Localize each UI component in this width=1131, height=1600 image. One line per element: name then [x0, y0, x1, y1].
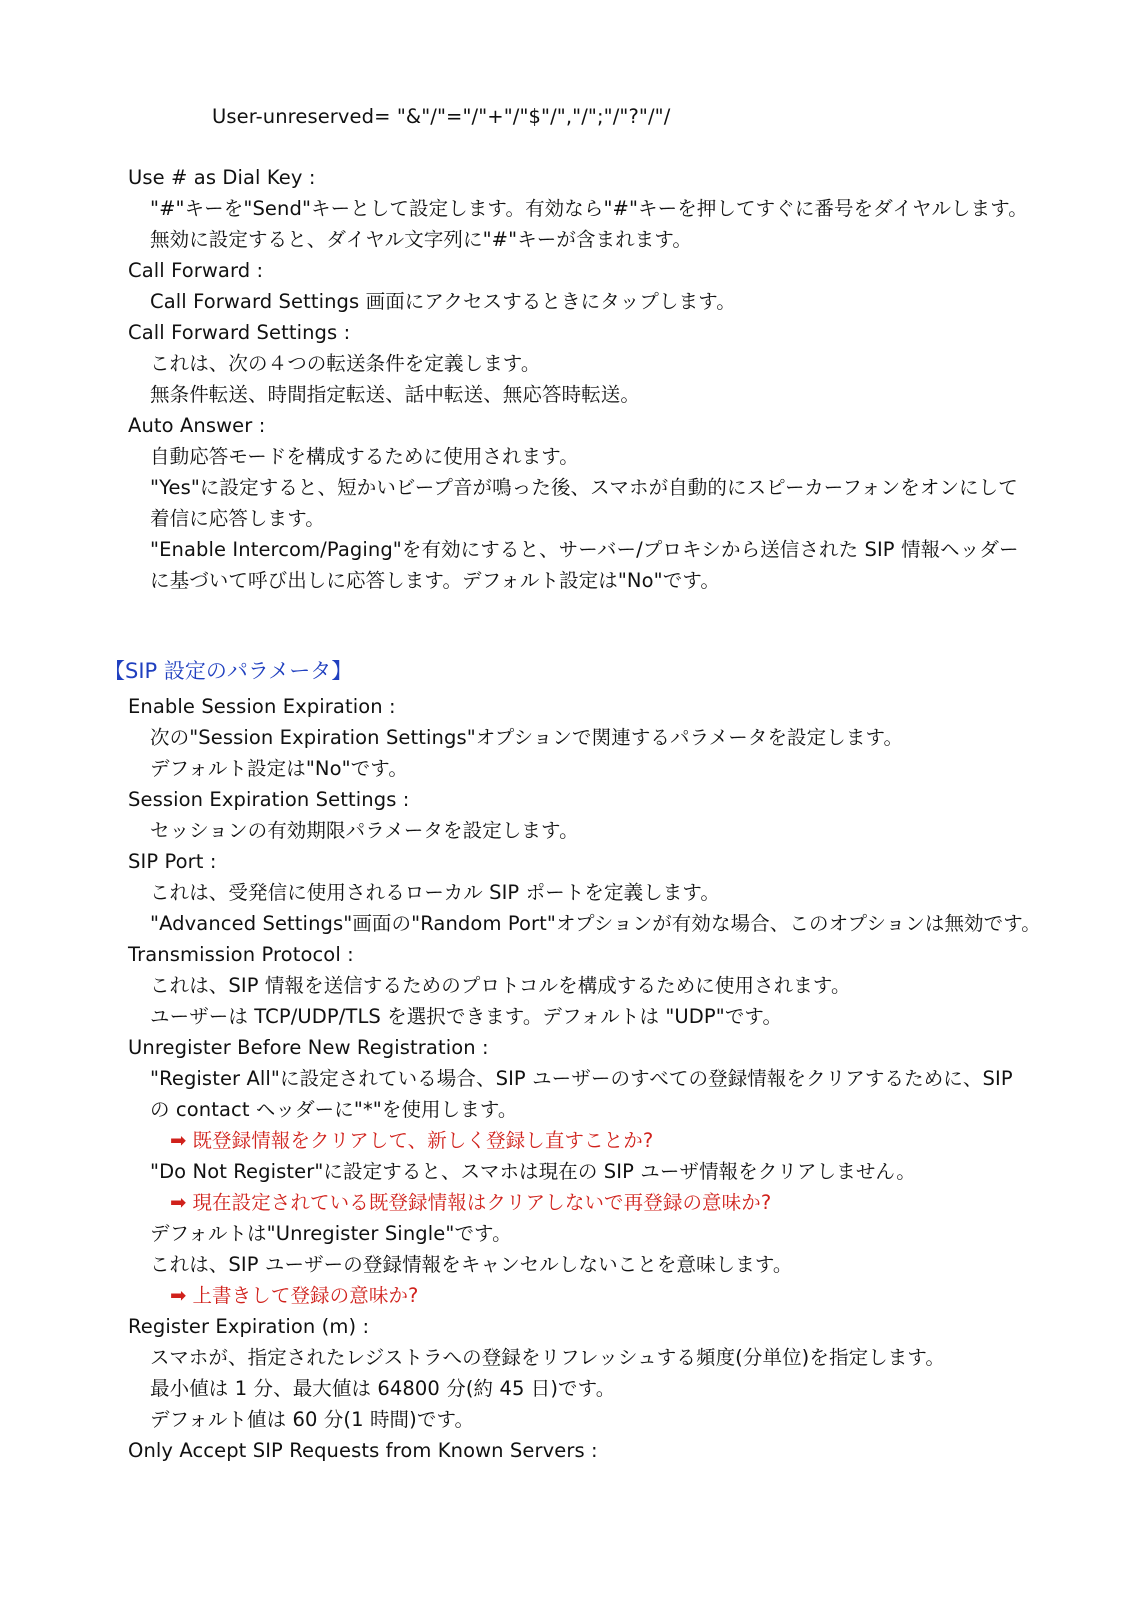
section-title-sip-settings: 【SIP 設定のパラメータ】 [104, 659, 353, 683]
annotation-note-text: 上書きして登録の意味か? [192, 1284, 419, 1307]
desc-line: に基づいて呼び出しに応答します。デフォルト設定は"No"です。 [150, 569, 720, 592]
desc-line: ユーザーは TCP/UDP/TLS を選択できます。デフォルトは "UDP"です。 [150, 1005, 783, 1028]
desc-line: 無条件転送、時間指定転送、話中転送、無応答時転送。 [150, 383, 641, 406]
term-session-expiration-settings: Session Expiration Settings : [128, 788, 410, 811]
desc-line: セッションの有効期限パラメータを設定します。 [150, 819, 579, 842]
annotation-note [170, 1283, 419, 1309]
term-auto-answer: Auto Answer : [128, 414, 266, 437]
term-transmission-protocol: Transmission Protocol : [128, 943, 354, 966]
desc-line: 着信に応答します。 [150, 507, 325, 530]
user-unreserved-line: User-unreserved= "&"/"="/"+"/"$"/","/";"/"?"/"/ [212, 105, 671, 128]
desc-line: "Yes"に設定すると、短かいビープ音が鳴った後、スマホが自動的にスピーカーフォンをオンにして [150, 476, 1018, 499]
term-register-expiration: Register Expiration (m) : [128, 1315, 370, 1338]
term-sip-port: SIP Port : [128, 850, 217, 873]
desc-line: "Advanced Settings"画面の"Random Port"オプションが有効な場合、このオプションは無効です。 [150, 912, 1041, 935]
term-use-hash-dial-key: Use # as Dial Key : [128, 166, 316, 189]
desc-line: 最小値は 1 分、最大値は 64800 分(約 45 日)です。 [150, 1377, 616, 1400]
desc-line: Call Forward Settings 画面にアクセスするときにタップします。 [150, 290, 736, 313]
desc-line: これは、受発信に使用されるローカル SIP ポートを定義します。 [150, 881, 721, 904]
right-arrow-icon: ➡ [170, 1129, 187, 1152]
desc-line: の contact ヘッダーに"*"を使用します。 [150, 1098, 518, 1121]
term-enable-session-expiration: Enable Session Expiration : [128, 695, 396, 718]
desc-line: デフォルト値は 60 分(1 時間)です。 [150, 1408, 475, 1431]
right-arrow-icon: ➡ [170, 1191, 187, 1214]
desc-line: デフォルト設定は"No"です。 [150, 757, 408, 780]
desc-line: これは、次の４つの転送条件を定義します。 [150, 352, 541, 375]
term-call-forward-settings: Call Forward Settings : [128, 321, 351, 344]
term-unregister-before-new-registration: Unregister Before New Registration : [128, 1036, 489, 1059]
desc-line: "Register All"に設定されている場合、SIP ユーザーのすべての登録情報をクリアするために、SIP [150, 1067, 1013, 1090]
desc-line: 自動応答モードを構成するために使用されます。 [150, 445, 579, 468]
term-call-forward: Call Forward : [128, 259, 264, 282]
annotation-note [170, 1128, 653, 1154]
desc-line: 無効に設定すると、ダイヤル文字列に"#"キーが含まれます。 [150, 228, 693, 251]
desc-line: "Enable Intercom/Paging"を有効にすると、サーバー/プロキシから送信された SIP 情報ヘッダー [150, 538, 1019, 561]
annotation-note [170, 1190, 771, 1216]
desc-line: "Do Not Register"に設定すると、スマホは現在の SIP ユーザ情報をクリアしません。 [150, 1160, 916, 1183]
desc-line: これは、SIP 情報を送信するためのプロトコルを構成するために使用されます。 [150, 974, 851, 997]
desc-line: これは、SIP ユーザーの登録情報をキャンセルしないことを意味します。 [150, 1253, 793, 1276]
right-arrow-icon: ➡ [170, 1284, 187, 1307]
annotation-note-text: 現在設定されている既登録情報はクリアしないで再登録の意味か? [192, 1191, 772, 1214]
desc-line: 次の"Session Expiration Settings"オプションで関連するパラメータを設定します。 [150, 726, 904, 749]
desc-line: "#"キーを"Send"キーとして設定します。有効なら"#"キーを押してすぐに番号をダイヤルします。 [150, 197, 1028, 220]
desc-line: デフォルトは"Unregister Single"です。 [150, 1222, 512, 1245]
desc-line: スマホが、指定されたレジストラへの登録をリフレッシュする頻度(分単位)を指定します。 [150, 1346, 946, 1369]
annotation-note-text: 既登録情報をクリアして、新しく登録し直すことか? [192, 1129, 654, 1152]
term-only-accept-sip-requests: Only Accept SIP Requests from Known Servers : [128, 1439, 598, 1462]
